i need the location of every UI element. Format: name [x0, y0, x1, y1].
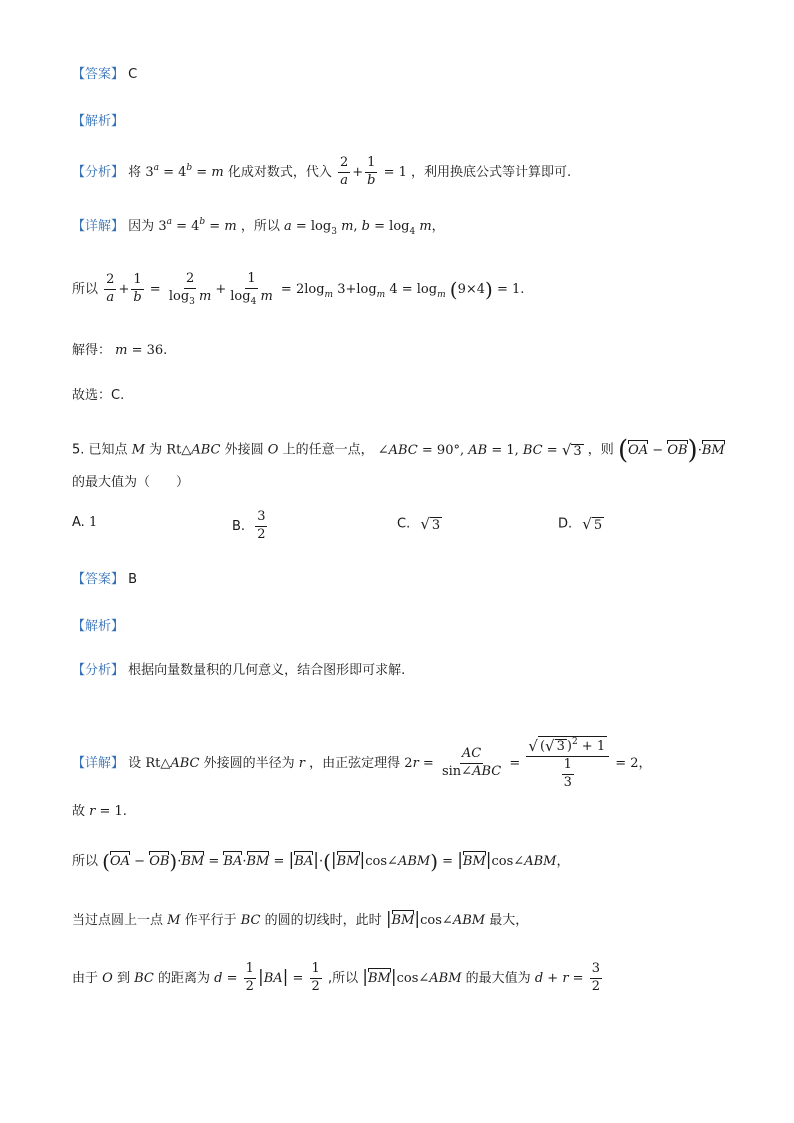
q5-suoyi-line: 所以 (OA − OB)·BM = BA·BM = |BA|·(|BM|cos∠ABM) = |BM|cos∠ABM，	[72, 849, 570, 874]
q4-answer-value: C	[128, 67, 138, 82]
fenxi-tag: 【分析】	[72, 164, 125, 180]
q4-fenxi-line: 【分析】 将 $3^a = 4^b = m$ 化成对数式，代入 $\frac{2}{a}$ + $\frac{1}{b}$ = 1 ，利用换底公式等计算即可.	[72, 155, 572, 188]
math-expr: |BM|cos∠ABM	[362, 966, 462, 987]
math-expr: d = $\frac{1}{2}$ |BA| = $\frac{1}{2}$	[214, 961, 320, 994]
math-expr: $a = \log_3 m$, $b = \log_4 m$	[283, 219, 432, 237]
q5-when-line: 当过点圆上一点 M 作平行于 BC 的圆的切线时，此时 |BM|cos∠ABM 最大，	[72, 909, 529, 929]
math-expr: $\frac{2}{a}$ + $\frac{1}{b}$ = 1	[339, 155, 412, 188]
q5-r-line: 故 r = 1.	[72, 804, 127, 819]
math-expr: (OA − OB)·BM = BA·BM = |BA|·(|BM|cos∠ABM) = |BM|cos∠ABM，	[102, 849, 570, 874]
q5-fenxi-line: 【分析】 根据向量数量积的几何意义，结合图形即可求解.	[72, 663, 406, 678]
q5-stem-line-2: 的最大值为（ ）	[72, 475, 190, 490]
option-c: C. √ 3	[397, 515, 441, 533]
math-expr: 2r = $\frac{AC}{\text{sin∠ABC}}$ = √ ( √ 3 )$^2$ + 1 $\frac{1}{3}$ = 2，	[404, 736, 652, 791]
q4-detail-line-2: 所以 $\frac{2}{a}$ + $\frac{1}{b}$ = $\frac{2}{\log_3 m}$ + $\frac{1}{\log_4 m}$ = $2\log_m$ $3+\log_m$ $4 = \log_m (9\times 4) = 1$.	[72, 271, 525, 307]
q4-analysis-line	[72, 115, 124, 128]
math-expr: d + r = $\frac{3}{2}$	[534, 961, 600, 994]
math-expr: $3^a = 4^b = m$	[145, 162, 224, 180]
math-expr: m = 36.	[115, 343, 168, 358]
q5-stem-line-1: 5. 已知点 M 为 Rt△ABC 外接圆 O 上的任意一点， ∠ABC = 90°, AB = 1, BC = √ 3 ，则 (OA − OB)·BM	[72, 435, 725, 465]
xiangjie-tag: 【详解】	[72, 219, 125, 234]
math-expr: $\frac{2}{a}$ + $\frac{1}{b}$ = $\frac{2}{\log_3 m}$ + $\frac{1}{\log_4 m}$ = $2\log_m$ $3+\log_m$ $4 = \log_m (9\times 4) = 1$.	[106, 271, 525, 307]
math-expr: $3^a = 4^b = m$	[158, 217, 237, 234]
math-expr: ∠ABC = 90°, AB = 1, BC = √ 3	[377, 440, 582, 459]
q5-answer-line: 【答案】 B	[72, 572, 138, 587]
q5-answer-value: B	[128, 572, 138, 587]
answer-tag: 【答案】	[72, 67, 125, 82]
q4-answer-line	[72, 68, 137, 81]
q5-from-line: 由于 O 到 BC 的距离为 d = $\frac{1}{2}$ |BA| = $\frac{1}{2}$ ,所以 |BM|cos∠ABM 的最大值为 d + r = $\frac{3}{2}$	[72, 962, 604, 995]
q4-solve-line: 解得： m = 36.	[72, 343, 168, 358]
math-expr: |BM|cos∠ABM	[385, 909, 486, 929]
math-expr: r = 1.	[89, 804, 127, 819]
option-a: A. 1	[72, 515, 98, 530]
option-b: B. $\frac{3}{2}$	[232, 509, 266, 542]
q5-analysis-line: 【解析】	[72, 619, 125, 634]
math-expr: (OA − OB)·BM	[617, 435, 725, 465]
q4-detail-line: 【详解】 因为 $3^a = 4^b = m$ ，所以 $a = \log_3 m$, $b = \log_4 m$，	[72, 217, 445, 237]
analysis-tag: 【解析】	[72, 114, 125, 129]
q5-detail-line: 【详解】 设 Rt△ABC 外接圆的半径为 r ，由正弦定理得 2r = $\frac{AC}{\text{sin∠ABC}}$ = √ ( √ 3 )$^2$ + 1 $\frac{1}{3}$ = 2，	[72, 736, 652, 791]
q4-choose-line: 故选：C.	[72, 388, 125, 403]
option-d: D. √ 5	[558, 515, 603, 533]
